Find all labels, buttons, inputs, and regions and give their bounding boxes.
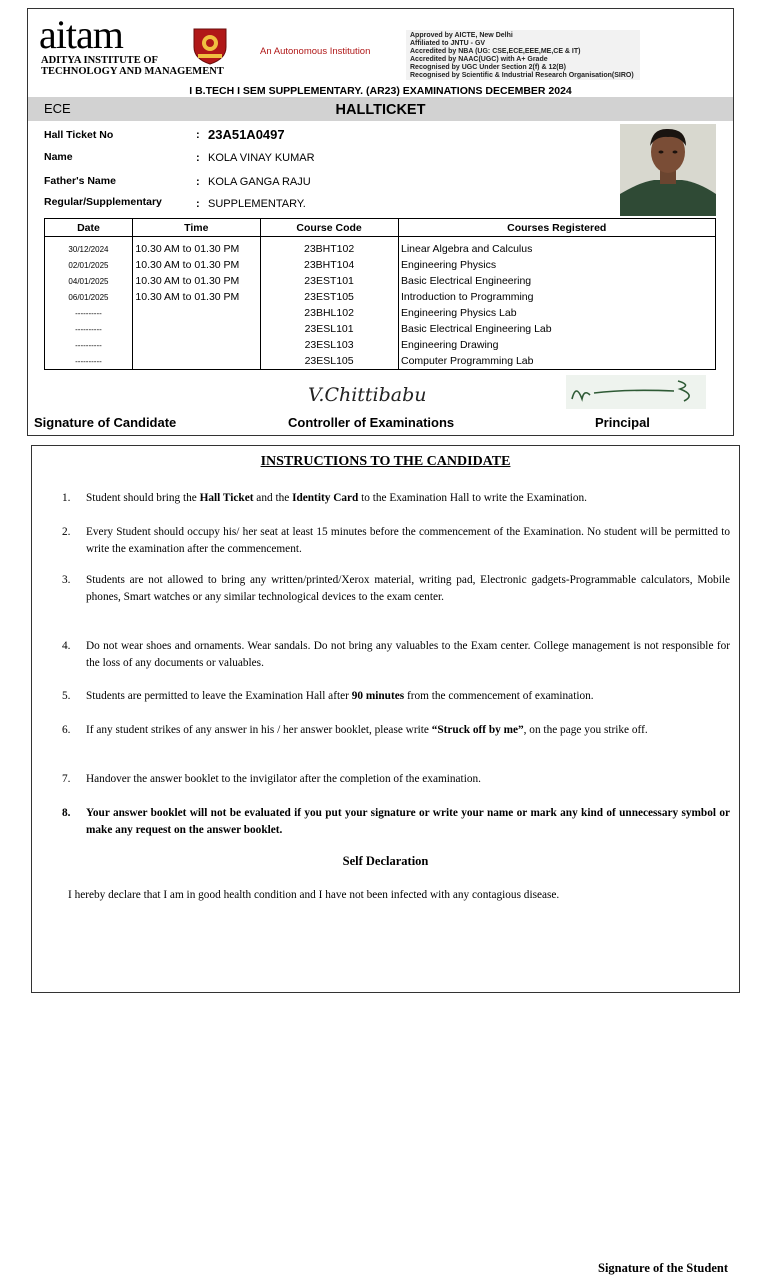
instruction-segment: If any student strikes of any answer in his / her answer booklet, please write: [86, 724, 432, 736]
column-header: Date: [45, 219, 133, 237]
colon: :: [196, 198, 200, 210]
exam-time-cell: 10.30 AM to 01.30 PM: [135, 243, 240, 255]
column-header: Time: [132, 219, 260, 237]
course-name-cell: Linear Algebra and Calculus: [401, 243, 533, 255]
exam-date-cell: 30/12/2024: [68, 244, 109, 254]
student-name: KOLA VINAY KUMAR: [208, 152, 315, 164]
instruction-text: [86, 490, 730, 507]
hall-ticket-card: [27, 8, 734, 436]
exam-time-cell: 10.30 AM to 01.30 PM: [135, 275, 240, 287]
instruction-text: [86, 572, 730, 605]
instruction-segment: to the Examination Hall to write the Examination.: [358, 492, 588, 504]
course-code-cell: 23BHT102: [303, 243, 355, 255]
ticket-heading: HALLTICKET: [335, 102, 426, 118]
exam-date-cell: ----------: [75, 308, 102, 318]
course-name-cell: Engineering Physics Lab: [401, 307, 517, 319]
colon: :: [196, 176, 200, 188]
instruction-text: [86, 771, 730, 788]
instruction-number: 2.: [62, 526, 71, 538]
course-code-cell: 23ESL103: [304, 339, 354, 351]
table-divider: [132, 218, 133, 370]
student-photo: [620, 124, 716, 216]
instruction-segment: and the: [253, 492, 293, 504]
course-name-cell: Basic Electrical Engineering Lab: [401, 323, 552, 335]
exam-title: I B.TECH I SEM SUPPLEMENTARY. (AR23) EXAMINATIONS DECEMBER 2024: [189, 85, 572, 97]
instruction-emphasis: “Struck off by me”: [431, 724, 524, 736]
exam-date-cell: ----------: [75, 324, 102, 334]
instruction-text: [86, 638, 730, 671]
course-name-cell: Computer Programming Lab: [401, 355, 534, 367]
institution-header: [28, 9, 733, 89]
colon: :: [196, 129, 200, 141]
instruction-segment: Student should bring the: [86, 492, 200, 504]
ticket-heading-bar: [28, 97, 733, 121]
exam-date-cell: 04/01/2025: [68, 276, 109, 286]
approvals-list: Approved by AICTE, New Delhi Affiliated to JNTU - GV Accredited by NBA (UG: CSE,ECE,EEE,ME,CE & IT) Accredited by NAAC(UGC) with A+ Grade Recognised by UGC Under Section 2(f) & 12(B) Recognised by Scientific & Industrial Research Organisation(SIRO): [406, 30, 640, 80]
course-name-cell: Basic Electrical Engineering: [401, 275, 532, 287]
self-declaration-title: Self Declaration: [342, 854, 429, 868]
institution-crest-icon: [190, 27, 230, 65]
type-label: Regular/Supplementary: [44, 196, 162, 208]
course-code-cell: 23ESL101: [304, 323, 354, 335]
instruction-segment: Do not wear shoes and ornaments. Wear sandals. Do not bring any valuables to the Exam center. College management is not responsible for the loss of any documents or valuables.: [86, 640, 730, 669]
instruction-emphasis: Hall Ticket: [199, 492, 254, 504]
exam-date-cell: ----------: [75, 356, 102, 366]
colon: :: [196, 152, 200, 164]
exam-type: SUPPLEMENTARY.: [208, 198, 306, 210]
course-name-cell: Engineering Physics: [401, 259, 497, 271]
candidate-signature-label: Signature of Candidate: [34, 415, 177, 430]
instruction-text: [86, 688, 730, 705]
exam-date-cell: 02/01/2025: [68, 260, 109, 270]
branch-code: ECE: [44, 101, 71, 116]
instruction-segment: Students are permitted to leave the Examination Hall after: [86, 690, 352, 702]
instruction-emphasis: Identity Card: [292, 492, 359, 504]
father-name-label: Father's Name: [44, 175, 116, 187]
instructions-title: INSTRUCTIONS TO THE CANDIDATE: [260, 454, 511, 469]
exam-time-cell: 10.30 AM to 01.30 PM: [135, 259, 240, 271]
instruction-number: 5.: [62, 690, 71, 702]
exam-date-cell: ----------: [75, 340, 102, 350]
exam-date-cell: 06/01/2025: [68, 292, 109, 302]
column-header: Course Code: [260, 219, 398, 237]
instruction-text: [86, 524, 730, 557]
principal-label: Principal: [595, 415, 650, 430]
course-code-cell: 23EST101: [304, 275, 354, 287]
instruction-number: 1.: [62, 492, 71, 504]
controller-signature-text: V.Chittibabu: [308, 384, 427, 406]
course-name-cell: Engineering Drawing: [401, 339, 499, 351]
table-divider: [398, 218, 399, 370]
instruction-text: [86, 805, 730, 838]
instruction-number: 8.: [62, 807, 71, 819]
declaration-text: I hereby declare that I am in good health condition and I have not been infected with any contagious disease.: [68, 889, 560, 901]
instruction-segment: from the commencement of examination.: [404, 690, 594, 702]
table-frame: [44, 218, 716, 370]
instruction-number: 6.: [62, 724, 71, 736]
name-label: Name: [44, 151, 73, 163]
table-divider: [260, 218, 261, 370]
controller-label: Controller of Examinations: [288, 415, 455, 430]
institution-logo: aitam: [39, 12, 123, 57]
column-header: Courses Registered: [398, 219, 716, 237]
instructions-panel: [31, 445, 740, 1275]
exam-time-cell: 10.30 AM to 01.30 PM: [135, 291, 240, 303]
institution-name: ADITYA INSTITUTE OF TECHNOLOGY AND MANAGEMENT: [41, 55, 224, 77]
instruction-segment: Students are not allowed to bring any written/printed/Xerox material, writing pad, Electronic gadgets-Programmable calculators, Mobile phones, Smart watches or any similar technological devices to the exam center.: [86, 574, 730, 603]
instruction-number: 4.: [62, 640, 71, 652]
father-name: KOLA GANGA RAJU: [208, 176, 311, 188]
hall-ticket-number: 23A51A0497: [208, 127, 285, 142]
instruction-text: [86, 722, 730, 739]
instruction-emphasis: Your answer booklet will not be evaluated if you put your signature or write your name or mark any kind of unnecessary symbol or make any request on the answer booklet.: [86, 807, 730, 836]
autonomous-tagline: An Autonomous Institution: [260, 46, 371, 57]
course-code-cell: 23BHL102: [304, 307, 354, 319]
instruction-number: 7.: [62, 773, 71, 785]
instruction-segment: , on the page you strike off.: [523, 724, 648, 736]
controller-signature-image: [306, 377, 427, 411]
course-code-cell: 23EST105: [304, 291, 354, 303]
student-signature-label: Signature of the Student: [598, 1261, 728, 1275]
instruction-emphasis: 90 minutes: [351, 690, 405, 702]
instruction-segment: Every Student should occupy his/ her seat at least 15 minutes before the commencement of the Examination. No student will be permitted to write the examination after the commencement.: [86, 526, 730, 555]
course-name-cell: Introduction to Programming: [401, 291, 534, 303]
principal-signature-image: [566, 375, 706, 409]
instruction-segment: Handover the answer booklet to the invigilator after the completion of the examination.: [86, 773, 481, 785]
course-code-cell: 23BHT104: [303, 259, 355, 271]
student-photo-image: [620, 124, 716, 216]
course-code-cell: 23ESL105: [304, 355, 354, 367]
hall-ticket-label: Hall Ticket No: [44, 129, 114, 141]
instruction-number: 3.: [62, 574, 71, 586]
